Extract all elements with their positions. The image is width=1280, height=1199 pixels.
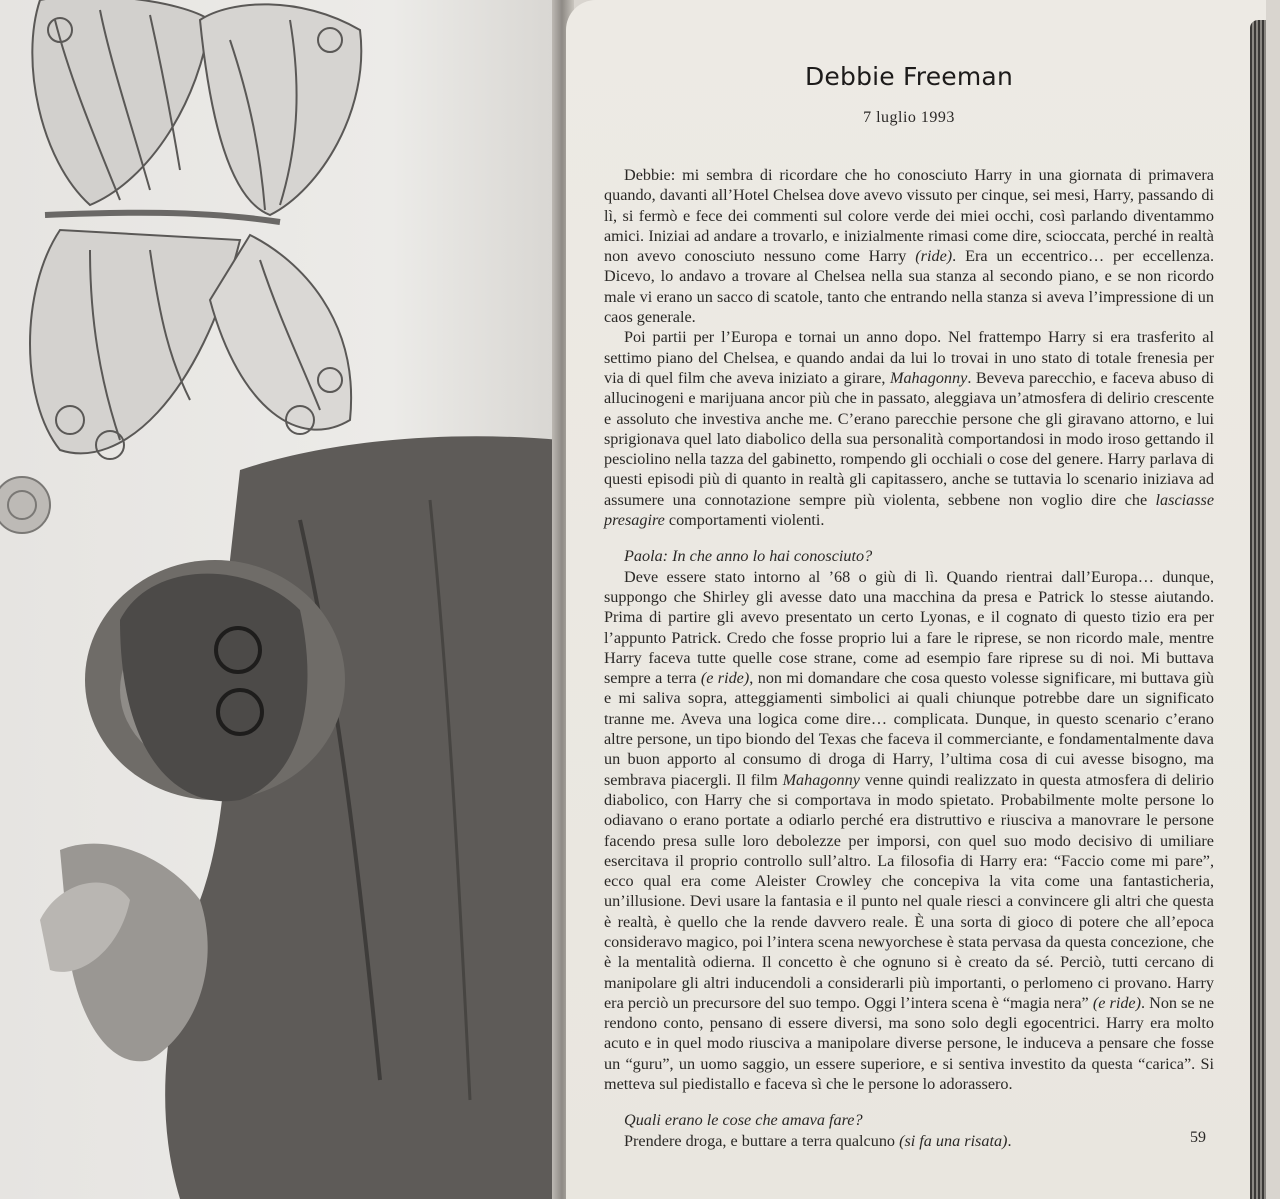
italic-segment: (e ride) xyxy=(1092,993,1141,1012)
italic-segment: (ride) xyxy=(915,247,953,266)
text-segment: Prendere droga, e buttare a terra qualcuno xyxy=(624,1131,900,1150)
interview-answer xyxy=(604,165,1214,327)
left-page-illustration xyxy=(0,0,560,1199)
interview-question xyxy=(604,1110,1214,1130)
body-text xyxy=(604,165,1214,1151)
chapter-date: 7 luglio 1993 xyxy=(863,109,955,126)
photo-plate xyxy=(0,0,560,1199)
italic-segment: Paola: In che anno lo hai conosciuto? xyxy=(624,547,873,566)
text-segment: . xyxy=(1007,1131,1012,1150)
butterfly-drawing xyxy=(30,0,361,459)
man-photograph xyxy=(40,436,560,1199)
text-segment: venne quindi realizzato in questa atmosfera di delirio diabolico, con Harry che si comportava in modo spietato. Probabilmente molte persone lo odiavano o erano portate a odiarlo perché era distruttivo e riusciva a manovrare le persone facendo presa sulle loro debolezze per imporsi, con quel suo modo decisivo di umiliare esercitava il proprio controllo sull’altro. La filosofia di Harry era: “Faccio come mi pare”, ecco qual era come Aleister Crowley che concepiva la vita come una fantasticheria, un’illusione. Devi usare la fantasia e il punto nel quale riesci a convincere gli altri che questa è realtà, è quello che la rende davvero reale. È una sorta di gioco di potere che all’epoca consideravo magico, poi l’intera scena newyorchese è stata pervasa da questa concezione, che è la mentalità odierna. Il concetto è che ognuno si è creato da sé. Perciò, tutti cercano di manipolare gli altri inducendoli a considerarli più importanti, o perlomeno ci provano. Harry era perciò un precursore del suo tempo. Oggi l’intera scena è “magia nera” xyxy=(604,770,1214,1012)
text-segment: comportamenti violenti. xyxy=(664,511,825,530)
page-edge xyxy=(1250,20,1266,1199)
text-segment: . Beveva parecchio, e faceva abuso di allucinogeni e marijuana ancor più che in passato, aleggiava un’atmosfera di delirio crescente e assoluto che investiva anche me. C’erano parecchie persone che gli giravano attorno, e lui sprigionava quel lato diabolico della sua personalità comportandosi in modo iroso gettando il pesciolino nella tazza del gabinetto, rompendo gli occhiali o cose del genere. Harry parlava di questi episodi più di quanto in realtà gli capitassero, anche se tuttavia lo scenario iniziava ad assumere una connotazione sempre più violenta, sebbene non voglio dire che xyxy=(604,368,1214,509)
text-segment: Poi partii per l’Europa e tornai un anno dopo. Nel frattempo Harry si era trasferito al settimo piano del Chelsea, e quando andai da lui lo trovai in uno stato di totale frenesia per via di quel film che aveva iniziato a girare, xyxy=(604,328,1214,387)
italic-segment: Mahagonny xyxy=(889,368,968,387)
italic-segment: (si fa una risata) xyxy=(899,1131,1008,1150)
page-number: 59 xyxy=(1190,1129,1206,1146)
chapter-title: Debbie Freeman xyxy=(804,62,1013,91)
text-segment: . Era un eccentrico… per eccellenza. Dicevo, lo andavo a trovare al Chelsea nella sua stanza al secondo piano, e se non ricordo male vi erano un sacco di scatole, tanto che entrando nella stanza si aveva l’impressione di un caos generale. xyxy=(604,247,1214,327)
text-block xyxy=(604,50,1214,1151)
text-segment: , non mi domandare che cosa questo volesse significare, mi buttava giù e mi saliva sopra, atteggiamenti simbolici ai quali chiunque potrebbe dare un significato tranne me. Aveva una logica come dire… complicata. Dunque, in questo scenario c’erano altre persone, un tipo biondo del Texas che faceva il commerciante, e fondamentalmente dava un buon apporto al consumo di droga di Harry, l’ultima cosa di cui avesse bisogno, ma sembrava piacergli. Il film xyxy=(604,669,1214,789)
text-segment: Deve essere stato intorno al ’68 o giù di lì. Quando rientrai dall’Europa… dunque, suppongo che Shirley gli avesse dato una macchina da presa e Patrick lo stesse aiutando. Prima di partire gli avevo presentato un certo Lyonas, e il cognato di questo tizio era per l’appunto Patrick. Credo che fosse proprio lui a fare le riprese, se non ricordo male, mentre Harry faceva tutte quelle cose strane, come ad esempio fare riprese su di noi. Mi buttava sempre a terra xyxy=(604,567,1214,688)
interview-question xyxy=(604,546,1214,566)
italic-segment: (e ride) xyxy=(700,669,750,688)
italic-segment: Quali erano le cose che amava fare? xyxy=(624,1111,863,1130)
interview-answer xyxy=(604,1131,1214,1151)
interview-answer xyxy=(604,327,1214,530)
italic-segment: lasciasse presagire xyxy=(604,490,1214,530)
text-segment: Debbie: mi sembra di ricordare che ho conosciuto Harry in una giornata di primavera quando, davanti all’Hotel Chelsea dove avevo vissuto per cinque, sei mesi, Harry, passando di lì, si fermò e fece dei commenti sul colore verde dei miei occhi, così parlando diventammo amici. Iniziai ad andare a trovarlo, e inizialmente rimasi come dire, scioccata, perché in realtà non avevo conosciuto nessuno come Harry xyxy=(604,166,1214,266)
italic-segment: Mahagonny xyxy=(782,770,860,789)
round-badge-left xyxy=(0,477,50,533)
text-segment: . Non se ne rendono conto, pensano di essere diversi, ma sono solo degli egocentrici. Harry era molto acuto e in quel modo riusciva a manipolare diverse persone, le induceva a pensare che fosse un “guru”, un uomo saggio, un essere superiore, e si sentiva investito da questa “carica”. Si metteva sul piedistallo e faceva sì che le persone lo adorassero. xyxy=(604,993,1214,1094)
right-page xyxy=(566,0,1266,1199)
interview-answer xyxy=(604,567,1214,1095)
